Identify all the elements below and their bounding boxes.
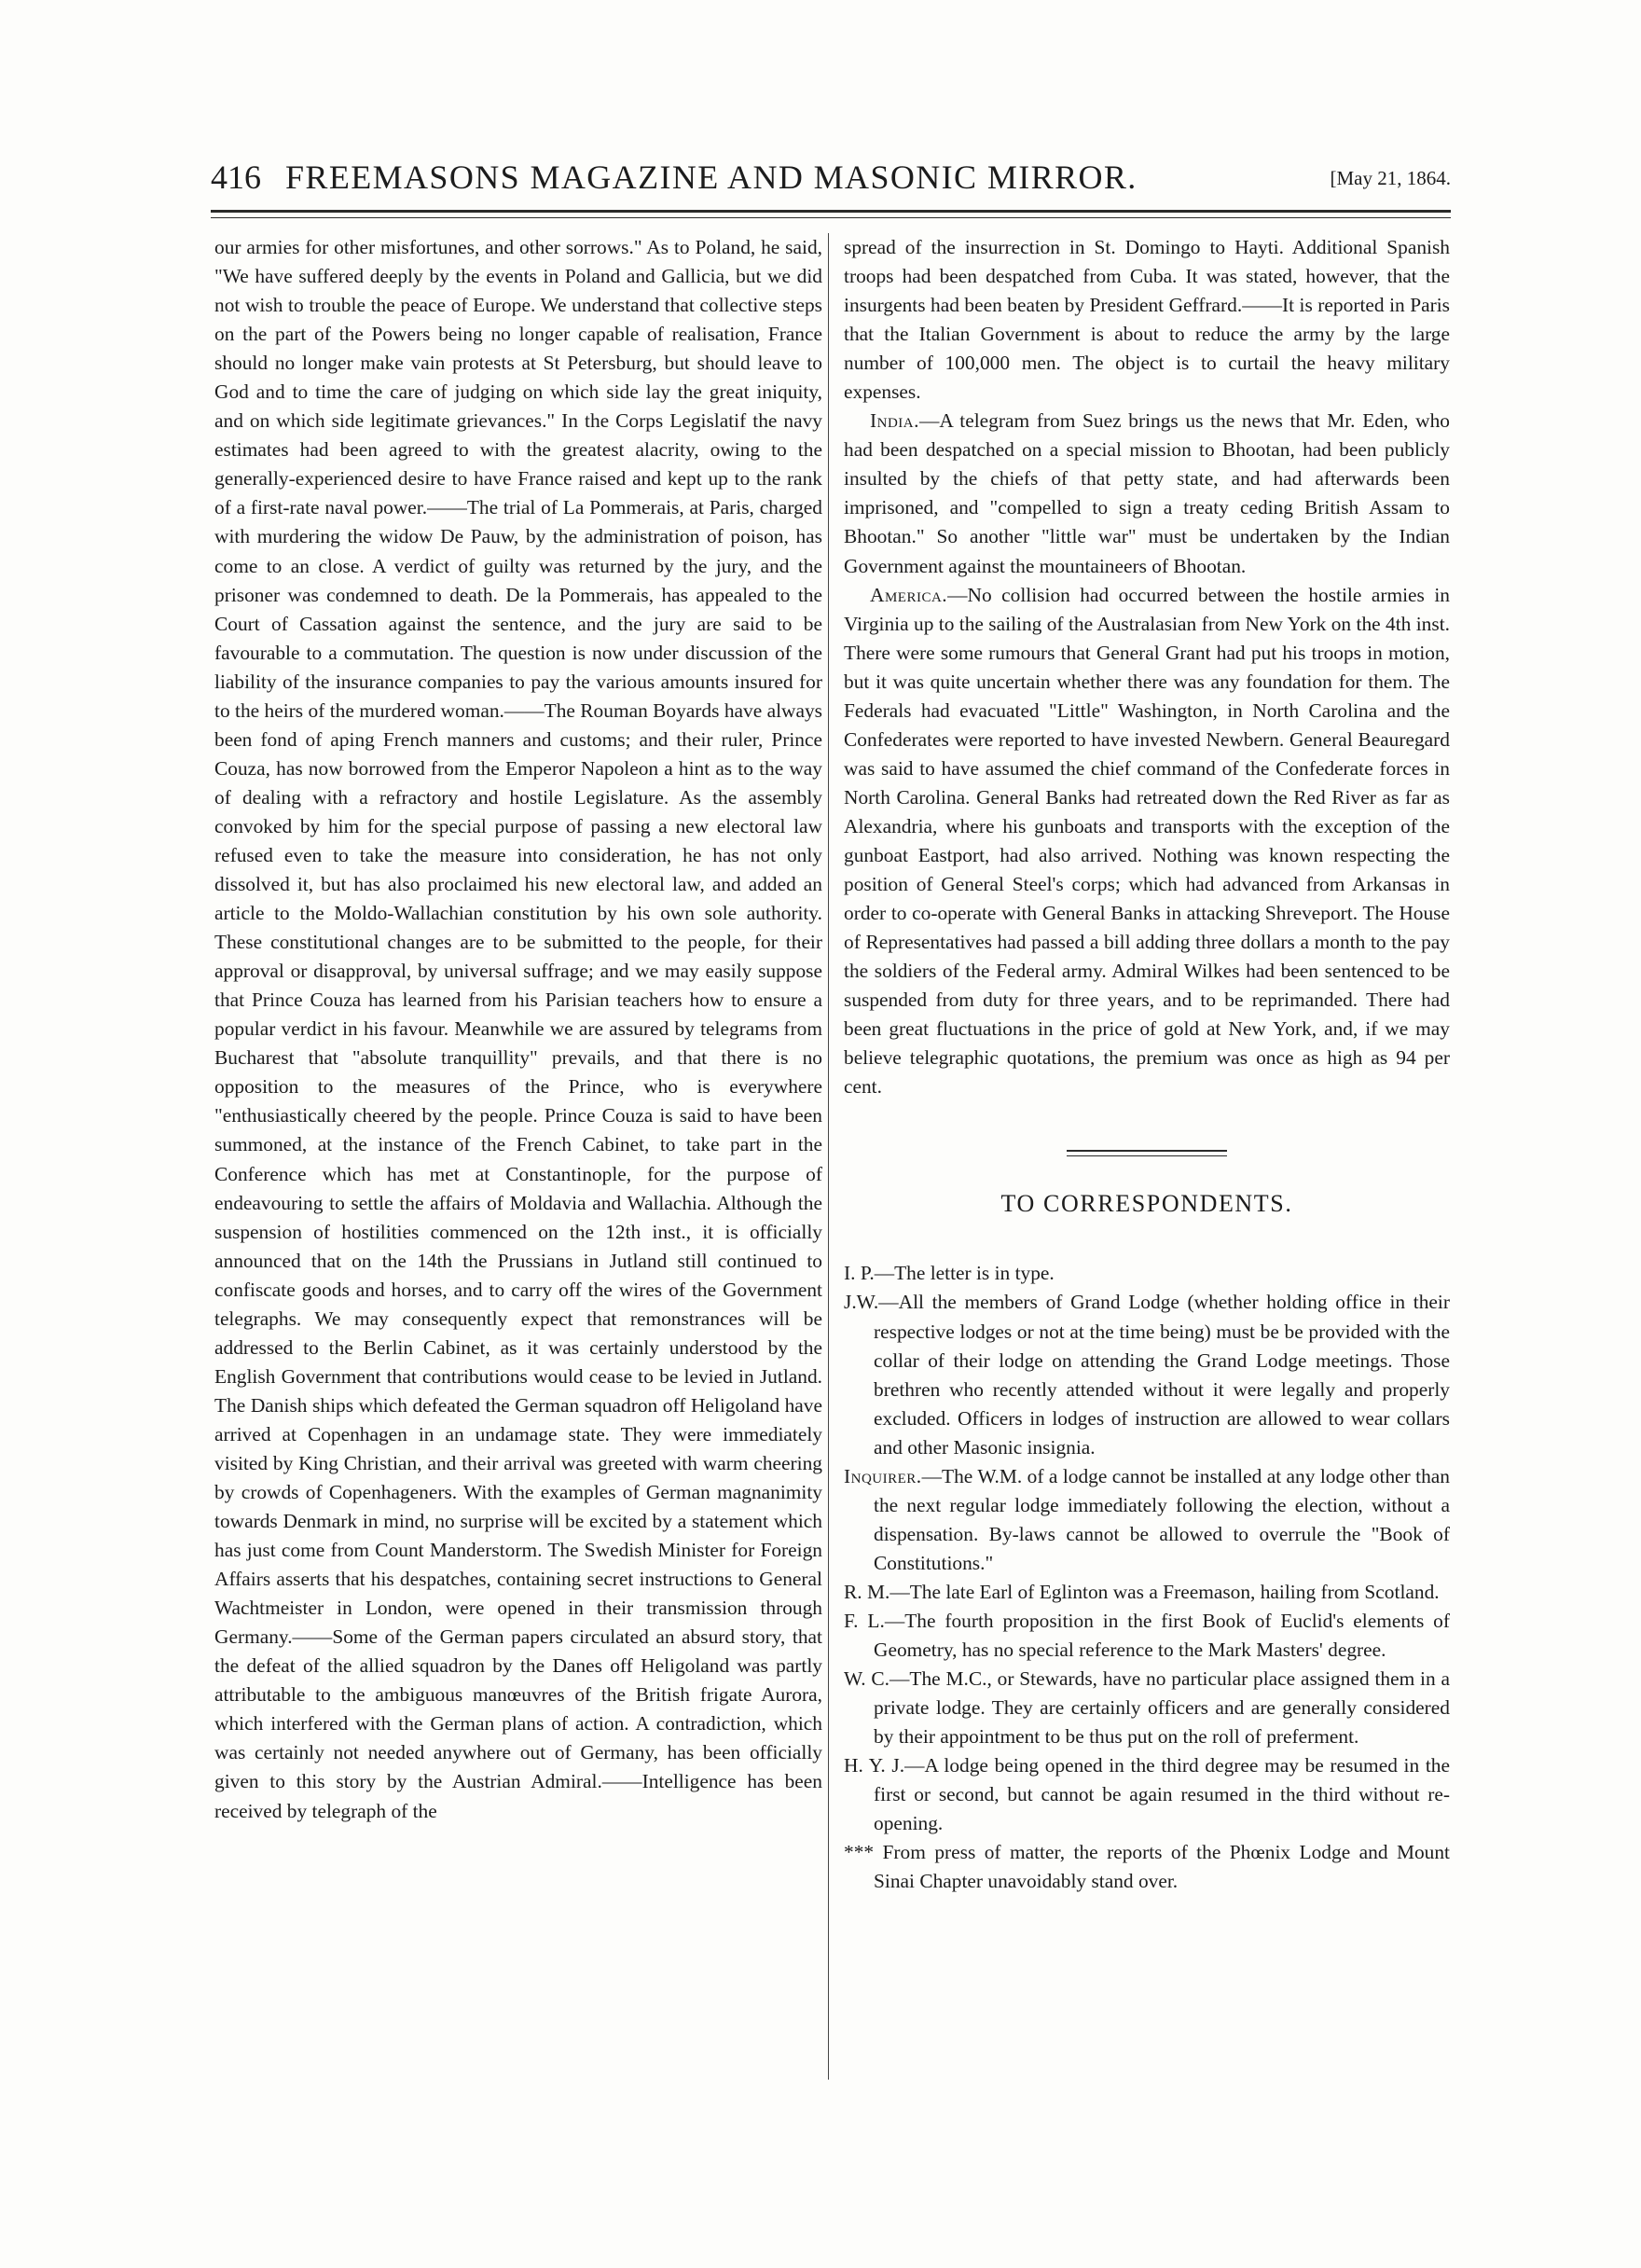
list-item	[844, 1578, 1450, 1607]
page-header	[211, 159, 1451, 196]
news-paragraph: our armies for other misfortunes, and other sorrows." As to Poland, he said, "We have suffered deeply by the events in Poland and Gallicia, but we did not wish to trouble the peace of Europe. We understand that collective steps on the part of the Powers being no longer capable of realisation, France should no longer make vain protests at St Petersburg, but should leave to God and to time the care of judging on which side lay the great iniquity, and on which side legitimate grievances." In the Corps Legislatif the navy estimates had been agreed to with the greatest alacrity, owing to the generally-experienced desire to have France raised and kept up to the rank of a first-rate naval power.——The trial of La Pommerais, at Paris, charged with murdering the widow De Pauw, by the administration of poison, has come to an close. A verdict of guilty was returned by the jury, and the prisoner was condemned to death. De la Pommerais, has appealed to the Court of Cassation against the sentence, and the jury are said to be favourable to a commutation. The question is now under discussion of the liability of the insurance companies to pay the various amounts insured for to the heirs of the murdered woman.——The Rouman Boyards have always been fond of aping French manners and customs; and their ruler, Prince Couza, has now borrowed from the Emperor Napoleon a hint as to the way of dealing with a refractory and hostile Legislature. As the assembly convoked by him for the special purpose of passing a new electoral law refused even to take the measure into consideration, he has not only dissolved it, but has also proclaimed his new electoral law, and added an article to the Moldo-Wallachian constitution by his own sole authority. These constitutional changes are to be submitted to the people, for their approval or disapproval, by universal suffrage; and we may easily suppose that Prince Couza has learned from his Parisian teachers how to ensure a popular verdict in his favour. Meanwhile we are assured by telegrams from Bucharest that "absolute tranquillity" prevails, and that there is no opposition to the measures of the Prince, who is everywhere "enthusiastically cheered by the people. Prince Couza is said to have been summoned, at the instance of the French Cabinet, to take part in the Conference which has met at Constantinople, for the purpose of endeavouring to settle the affairs of Moldavia and Wallachia. Although the suspension of hostilities commenced on the 12th inst., it is officially announced that on the 14th the Prussians in Jutland still continued to confiscate goods and horses, and to carry off the wires of the Government telegraphs. We may consequently expect that remonstrances will be addressed to the Berlin Cabinet, as it was certainly understood by the English Government that contributions would cease to be levied in Jutland. The Danish ships which defeated the German squadron off Heligoland have arrived at Copenhagen in an undamage state. They were immediately visited by King Christian, and their arrival was greeted with warm cheering by crowds of Copenhageners. With the examples of German magnanimity towards Denmark in mind, no surprise will be excited by a statement which has just come from Count Manderstorm. The Swedish Minister for Foreign Affairs asserts that his despatches, containing secret instructions to General Wachtmeister in London, were opened in their transmission through Germany.——Some of the German papers circulated an absurd story, that the defeat of the allied squadron by the Danes off Heligoland was partly attributable to the ambiguous manœuvres of the British frigate Aurora, which interfered with the German plans of action. A contradiction, which was certainly not needed anywhere out of Germany, has been officially given to this story by the Austrian Admiral.——Intelligence has been received by telegraph of the	[214, 236, 822, 1822]
list-item	[844, 1838, 1450, 1896]
news-paragraph-america	[844, 581, 1450, 1102]
correspondent-name: W. C.	[844, 1667, 890, 1691]
correspondent-name: I. P.	[844, 1262, 875, 1285]
paragraph-lead: America.	[870, 583, 948, 606]
correspondent-reply: —All the members of Grand Lodge (whether holding office in their respective lodges or not at the time being) must be be provided with the collar of their lodge on attending the Grand Lodge meetings. Those brethren who recently attended without it were legally and properly excluded. Officers in lodges of instruction are allowed to wear collars and other Masonic insignia.	[874, 1291, 1450, 1459]
left-column	[214, 233, 822, 1826]
paragraph-text: —No collision had occurred between the hostile armies in Virginia up to the sailing of the Australasian from New York on the 4th inst. There were some rumours that General Grant had put his troops in motion, but it was quite uncertain whether there was any foundation for them. The Federals had evacuated "Little" Washington, in North Carolina and the Confederates were reported to have invested Newbern. General Beauregard was said to have assumed the chief command of the Confederate forces in North Carolina. General Banks had retreated down the Red River as far as Alexandria, where his gunboats and transports with the exception of the gunboat Eastport, had also arrived. Nothing was known respecting the position of General Steel's corps; which had advanced from Arkansas in order to co-operate with General Banks in attacking Shreveport. The House of Representatives had passed a bill adding three dollars a month to the pay the soldiers of the Federal army. Admiral Wilkes had been sentenced to be suspended from duty for three years, and to be reprimanded. There had been great fluctuations in the price of gold at New York, and, if we may believe telegraphic quotations, the premium was once as high as 94 per cent.	[844, 583, 1450, 1099]
correspondent-name: H. Y. J.	[844, 1754, 905, 1777]
paragraph-text: spread of the insurrection in St. Domingo to Hayti. Additional Spanish troops had been despatched from Cuba. It was stated, however, that the insurgents had been beaten by President Geffrard.——It is reported in Paris that the Italian Government is about to reduce the army by the large number of 100,000 men. The object is to curtail the heavy military expenses.	[844, 236, 1450, 404]
masthead-title: FREEMASONS MAGAZINE AND MASONIC MIRROR.	[285, 159, 1138, 196]
list-item	[844, 1259, 1450, 1288]
correspondent-reply: —The fourth proposition in the first Book of Euclid's elements of Geometry, has no special reference to the Mark Masters' degree.	[874, 1609, 1451, 1662]
list-item	[844, 1462, 1450, 1578]
correspondents-list	[844, 1259, 1450, 1896]
list-item	[844, 1288, 1450, 1461]
asterism-mark: ***	[844, 1841, 883, 1864]
header-rule-thick	[211, 210, 1451, 213]
paragraph-lead: India.	[870, 409, 919, 433]
news-paragraph-continued	[844, 233, 1450, 407]
correspondent-name: Inquirer.	[844, 1464, 922, 1487]
paragraph-text: —A telegram from Suez brings us the news that Mr. Eden, who had been despatched on a special mission to Bhootan, had been publicly insulted by the chiefs of that petty state, and had afterwards been imprisoned, and "compelled to sign a treaty ceding British Assam to Bhootan." So another "little war" must be undertaken by the Indian Government against the mountaineers of Bhootan.	[844, 409, 1450, 577]
column-divider	[828, 233, 829, 2080]
correspondents-heading: TO CORRESPONDENTS.	[1000, 1190, 1293, 1218]
correspondent-reply: —The M.C., or Stewards, have no particular place assigned them in a private lodge. They are certainly officers and are generally considered by their appointment to be thus put on the roll of preferment.	[874, 1667, 1450, 1749]
correspondent-name: R. M.	[844, 1580, 890, 1603]
list-item	[844, 1607, 1450, 1665]
correspondent-reply: —The W.M. of a lodge cannot be installed at any lodge other than the next regular lodge immediately following the election, without a dispensation. By-laws cannot be allowed to overrule the "Book of Constitutions."	[874, 1464, 1450, 1574]
issue-date: [May 21, 1864.	[1330, 167, 1451, 189]
page-number: 416	[211, 159, 261, 196]
section-divider	[1067, 1150, 1227, 1156]
correspondent-reply: —The letter is in type.	[874, 1262, 1055, 1285]
correspondent-name: F. L.	[844, 1609, 885, 1632]
list-item	[844, 1665, 1450, 1751]
correspondent-reply: —The late Earl of Eglinton was a Freemason, hailing from Scotland.	[889, 1580, 1440, 1603]
correspondent-reply: From press of matter, the reports of the Phœnix Lodge and Mount Sinai Chapter unavoidably stand over.	[874, 1841, 1450, 1893]
correspondent-name: J.W.	[844, 1291, 879, 1314]
news-paragraph-india	[844, 407, 1450, 580]
correspondent-reply: —A lodge being opened in the third degree may be resumed in the first or second, but cannot be again resumed in the third without re-opening.	[874, 1754, 1450, 1835]
header-rule-thin	[211, 217, 1451, 218]
list-item	[844, 1751, 1450, 1838]
right-column	[844, 233, 1450, 1896]
